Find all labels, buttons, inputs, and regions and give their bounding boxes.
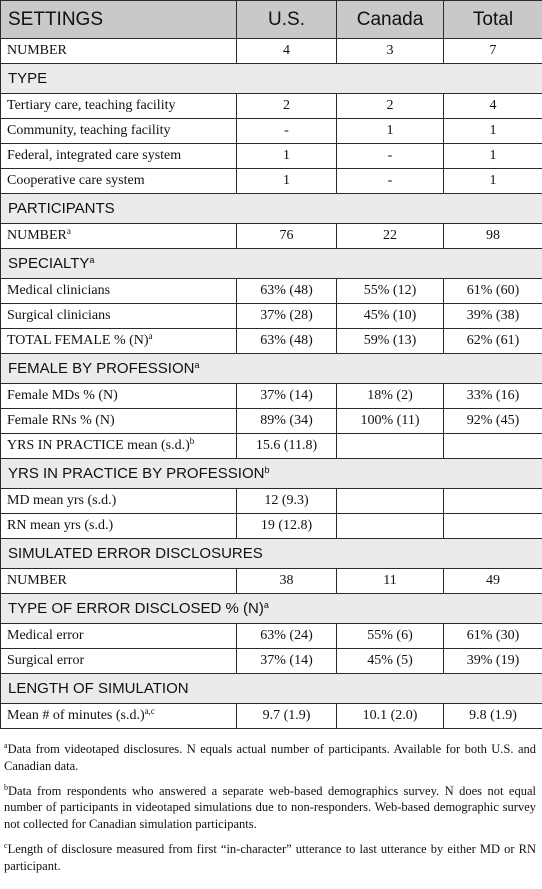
row-label-text: NUMBER (7, 573, 67, 588)
row-label (1, 39, 237, 64)
cell-us: 63% (24) (237, 624, 337, 649)
cell-total: 39% (19) (444, 649, 542, 674)
cell-total: 7 (444, 39, 542, 64)
cell-canada: 55% (12) (337, 279, 444, 304)
cell-canada: 45% (10) (337, 304, 444, 329)
row-label (1, 144, 237, 169)
footnotes (0, 741, 536, 883)
cell-canada: 100% (11) (337, 409, 444, 434)
row-label-text: MD mean yrs (s.d.) (7, 493, 117, 508)
cell-canada (337, 434, 444, 459)
section-row (1, 459, 542, 489)
row-label (1, 279, 237, 304)
section-title-text: TYPE (8, 70, 48, 87)
header-total: Total (444, 1, 542, 39)
cell-us: 15.6 (11.8) (237, 434, 337, 459)
row-label (1, 514, 237, 539)
row-label-text: Surgical clinicians (7, 308, 111, 323)
header-us: U.S. (237, 1, 337, 39)
cell-us: 37% (14) (237, 384, 337, 409)
cell-us: 1 (237, 169, 337, 194)
cell-total: 61% (60) (444, 279, 542, 304)
table-row (1, 434, 542, 459)
row-label (1, 169, 237, 194)
footnote-text: Length of disclosure measured from first “in-character” utterance to last utterance by either MD or RN participant. (4, 841, 536, 873)
row-label-text: Cooperative care system (7, 173, 145, 188)
cell-total: 1 (444, 144, 542, 169)
row-label (1, 409, 237, 434)
footnote-marker: b (4, 782, 8, 792)
table-row (1, 649, 542, 674)
footnote-marker: b (264, 465, 270, 475)
cell-canada: 55% (6) (337, 624, 444, 649)
section-row (1, 194, 542, 224)
cell-canada: - (337, 169, 444, 194)
cell-us: - (237, 119, 337, 144)
footnote-marker: a (66, 226, 71, 236)
cell-total (444, 489, 542, 514)
cell-canada (337, 489, 444, 514)
row-label (1, 624, 237, 649)
footnote (4, 841, 536, 875)
cell-total: 61% (30) (444, 624, 542, 649)
section-row (1, 354, 542, 384)
footnote-marker: a (89, 255, 95, 265)
cell-canada: - (337, 144, 444, 169)
cell-us: 12 (9.3) (237, 489, 337, 514)
section-title-text: PARTICIPANTS (8, 200, 115, 217)
footnote-text: Data from respondents who answered a separate web-based demographics survey. N does not equal number of participants in videotaped simulations due to non-responders. Web-based demographic survey not collected for Canadian simulation participants. (4, 783, 536, 832)
cell-us: 38 (237, 569, 337, 594)
row-label (1, 384, 237, 409)
row-label-text: Female MDs % (N) (7, 388, 118, 403)
row-label (1, 329, 237, 354)
row-label-text: Surgical error (7, 653, 85, 668)
table-body (1, 39, 542, 729)
cell-us: 19 (12.8) (237, 514, 337, 539)
table-row (1, 489, 542, 514)
cell-total: 39% (38) (444, 304, 542, 329)
section-title (1, 354, 542, 384)
table-row (1, 704, 542, 729)
row-label (1, 434, 237, 459)
row-label-text: Medical error (7, 628, 84, 643)
table-row (1, 409, 542, 434)
cell-canada: 22 (337, 224, 444, 249)
cell-us: 37% (14) (237, 649, 337, 674)
footnote-marker: c (4, 840, 8, 850)
footnote-marker: a (263, 600, 269, 610)
row-label (1, 489, 237, 514)
row-label (1, 569, 237, 594)
row-label-text: NUMBER (7, 43, 67, 58)
cell-total: 62% (61) (444, 329, 542, 354)
cell-us: 76 (237, 224, 337, 249)
row-label (1, 649, 237, 674)
footnote-text: Data from videotaped disclosures. N equals actual number of participants. Available for both U.S. and Canadian data. (4, 742, 536, 773)
table-row (1, 329, 542, 354)
cell-total (444, 514, 542, 539)
header-canada: Canada (337, 1, 444, 39)
section-title-text: FEMALE BY PROFESSION (8, 360, 195, 377)
cell-us: 9.7 (1.9) (237, 704, 337, 729)
cell-us: 4 (237, 39, 337, 64)
cell-total: 92% (45) (444, 409, 542, 434)
table-row (1, 94, 542, 119)
cell-total: 4 (444, 94, 542, 119)
footnote-marker: a,c (144, 706, 155, 716)
cell-us: 1 (237, 144, 337, 169)
cell-us: 89% (34) (237, 409, 337, 434)
row-label (1, 119, 237, 144)
cell-canada: 18% (2) (337, 384, 444, 409)
table-row (1, 304, 542, 329)
cell-canada: 1 (337, 119, 444, 144)
section-row (1, 594, 542, 624)
row-label-text: Female RNs % (N) (7, 413, 115, 428)
footnote (4, 741, 536, 775)
cell-us: 2 (237, 94, 337, 119)
section-title-text: SPECIALTY (8, 255, 90, 272)
footnote-marker: a (4, 741, 8, 750)
footnote-marker: a (194, 360, 200, 370)
section-row (1, 64, 542, 94)
row-label (1, 304, 237, 329)
row-label-text: Federal, integrated care system (7, 148, 182, 163)
cell-us: 37% (28) (237, 304, 337, 329)
section-title (1, 194, 542, 224)
cell-canada: 59% (13) (337, 329, 444, 354)
cell-us: 63% (48) (237, 329, 337, 354)
row-label-text: RN mean yrs (s.d.) (7, 518, 114, 533)
table-row (1, 569, 542, 594)
footnote-marker: b (189, 436, 195, 446)
section-title-text: YRS IN PRACTICE BY PROFESSION (8, 465, 265, 482)
table-row (1, 279, 542, 304)
table-row (1, 514, 542, 539)
table-row (1, 169, 542, 194)
section-row (1, 249, 542, 279)
table-row (1, 39, 542, 64)
cell-canada (337, 514, 444, 539)
row-label-text: TOTAL FEMALE % (N) (7, 333, 149, 348)
row-label (1, 224, 237, 249)
section-title (1, 249, 542, 279)
row-label-text: NUMBER (7, 228, 67, 243)
section-title-text: LENGTH OF SIMULATION (8, 680, 189, 697)
table-row (1, 384, 542, 409)
table-row (1, 224, 542, 249)
cell-total: 9.8 (1.9) (444, 704, 542, 729)
section-title (1, 674, 542, 704)
row-label (1, 704, 237, 729)
cell-canada: 11 (337, 569, 444, 594)
cell-total: 49 (444, 569, 542, 594)
header-settings: SETTINGS (1, 1, 237, 39)
cell-canada: 45% (5) (337, 649, 444, 674)
row-label-text: Tertiary care, teaching facility (7, 98, 176, 113)
cell-total (444, 434, 542, 459)
cell-total: 33% (16) (444, 384, 542, 409)
footnote (4, 783, 536, 833)
cell-canada: 3 (337, 39, 444, 64)
cell-total: 98 (444, 224, 542, 249)
cell-us: 63% (48) (237, 279, 337, 304)
row-label-text: Medical clinicians (7, 283, 111, 298)
row-label-text: Community, teaching facility (7, 123, 171, 138)
cell-total: 1 (444, 169, 542, 194)
section-row (1, 674, 542, 704)
section-title-text: TYPE OF ERROR DISCLOSED % (N) (8, 600, 264, 617)
section-row (1, 539, 542, 569)
table-row (1, 144, 542, 169)
section-title-text: SIMULATED ERROR DISCLOSURES (8, 545, 263, 562)
table-row (1, 119, 542, 144)
section-title (1, 539, 542, 569)
section-title (1, 459, 542, 489)
section-title (1, 594, 542, 624)
cell-total: 1 (444, 119, 542, 144)
row-label-text: YRS IN PRACTICE mean (s.d.) (7, 438, 190, 453)
footnote-marker: a (148, 331, 153, 341)
row-label (1, 94, 237, 119)
row-label-text: Mean # of minutes (s.d.) (7, 708, 145, 723)
section-title (1, 64, 542, 94)
table-row (1, 624, 542, 649)
cell-canada: 10.1 (2.0) (337, 704, 444, 729)
header-row (1, 1, 542, 39)
cell-canada: 2 (337, 94, 444, 119)
